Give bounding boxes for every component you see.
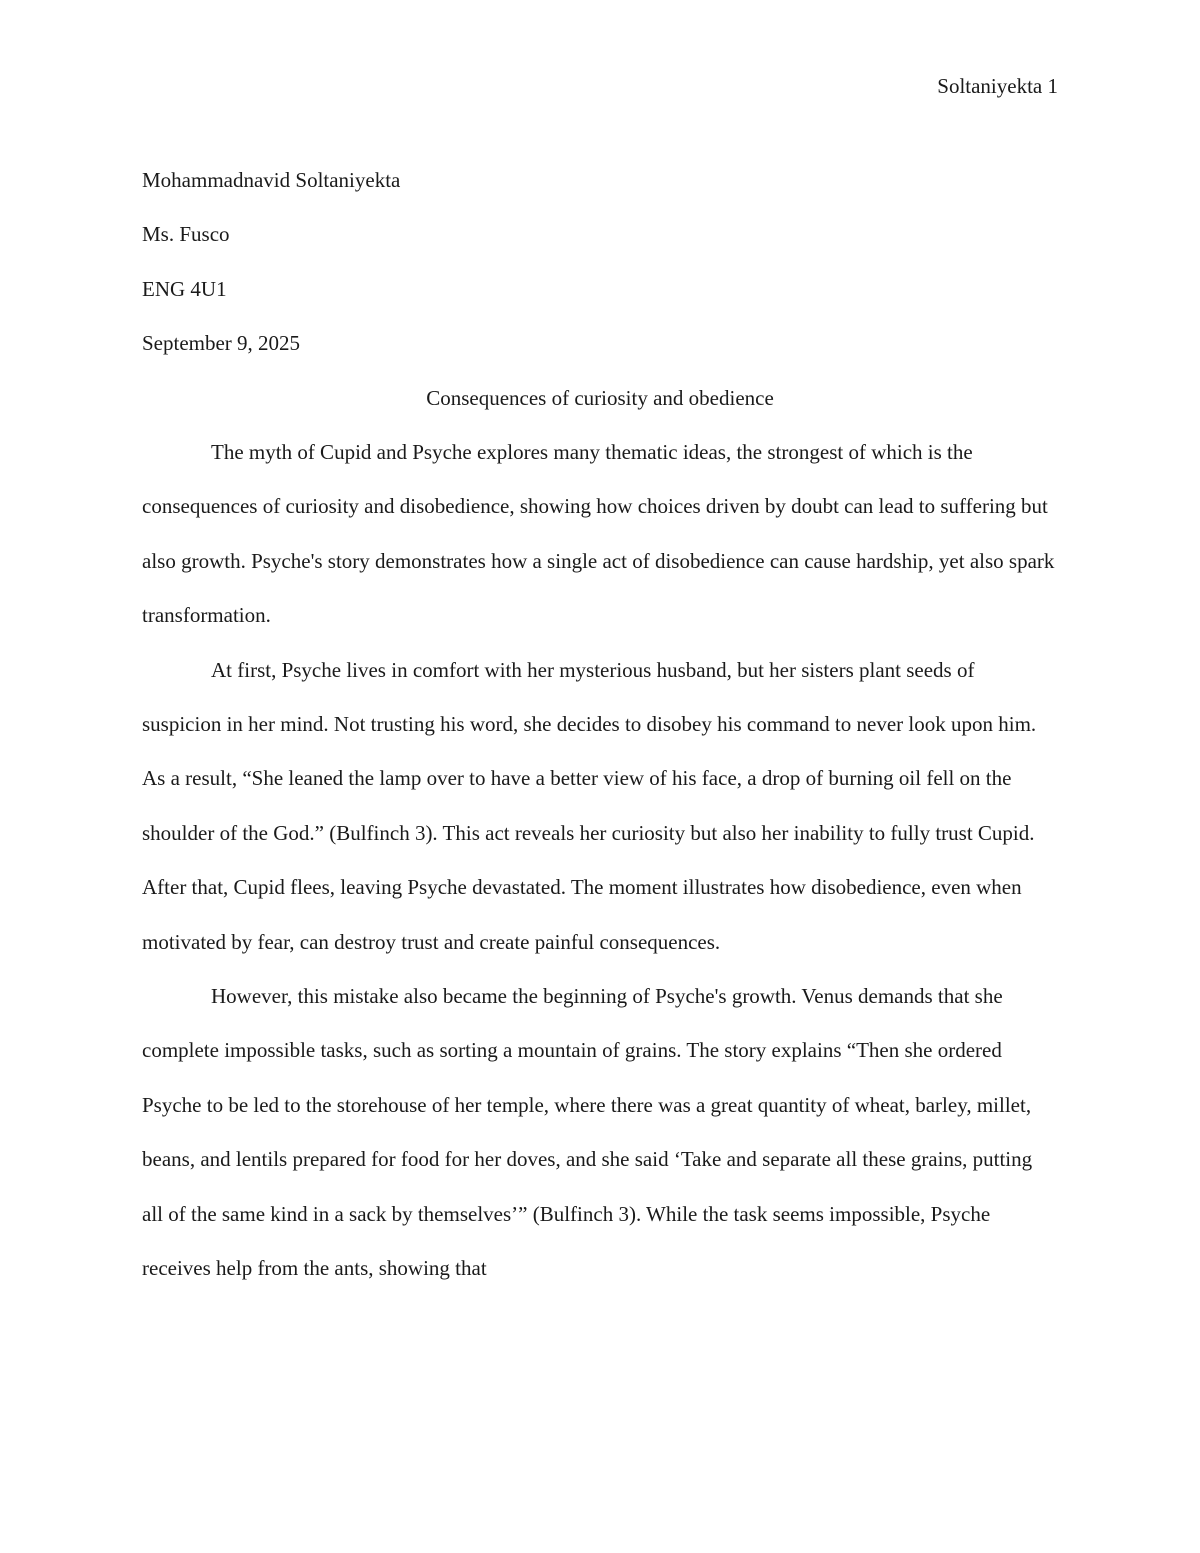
paragraph-2	[142, 643, 1058, 969]
essay-date: September 9, 2025	[142, 331, 301, 356]
running-head: Soltaniyekta 1	[937, 74, 1058, 98]
paragraph-text: At first, Psyche lives in comfort with her mysterious husband, but her sisters plant seeds of suspicion in her mind. Not trusting his word, she decides to disobey his command to never look upon him. As a result, “She leaned the lamp over to have a better view of his face, a drop of burning oil fell on the shoulder of the God.” (Bulfinch 3). This act reveals her curiosity but also her inability to fully trust Cupid. After that, Cupid flees, leaving Psyche devastated. The moment illustrates how disobedience, even when motivated by fear, can destroy trust and create painful consequences.	[142, 657, 1037, 954]
teacher-name: Ms. Fusco	[142, 222, 230, 247]
paragraph-3	[142, 969, 1058, 1295]
student-name: Mohammadnavid Soltaniyekta	[142, 168, 401, 192]
course-code: ENG 4U1	[142, 276, 227, 301]
essay-title: Consequences of curiosity and obedience	[426, 385, 774, 410]
paragraph-text: However, this mistake also became the beginning of Psyche's growth. Venus demands that she complete impossible tasks, such as sorting a mountain of grains. The story explains “Then she ordered Psyche to be led to the storehouse of her temple, where there was a great quantity of wheat, barley, millet, beans, and lentils prepared for food for her doves, and she said ‘Take and separate all these grains, putting all of the same kind in a sack by themselves’” (Bulfinch 3). While the task seems impossible, Psyche receives help from the ants, showing that	[142, 984, 1033, 1281]
essay-body	[142, 153, 1058, 1295]
paragraph-text: The myth of Cupid and Psyche explores many thematic ideas, the strongest of which is the consequences of curiosity and disobedience, showing how choices driven by doubt can lead to suffering but also growth. Psyche's story demonstrates how a single act of disobedience can cause hardship, yet also spark transformation.	[142, 439, 1055, 628]
paragraph-1	[142, 425, 1058, 643]
